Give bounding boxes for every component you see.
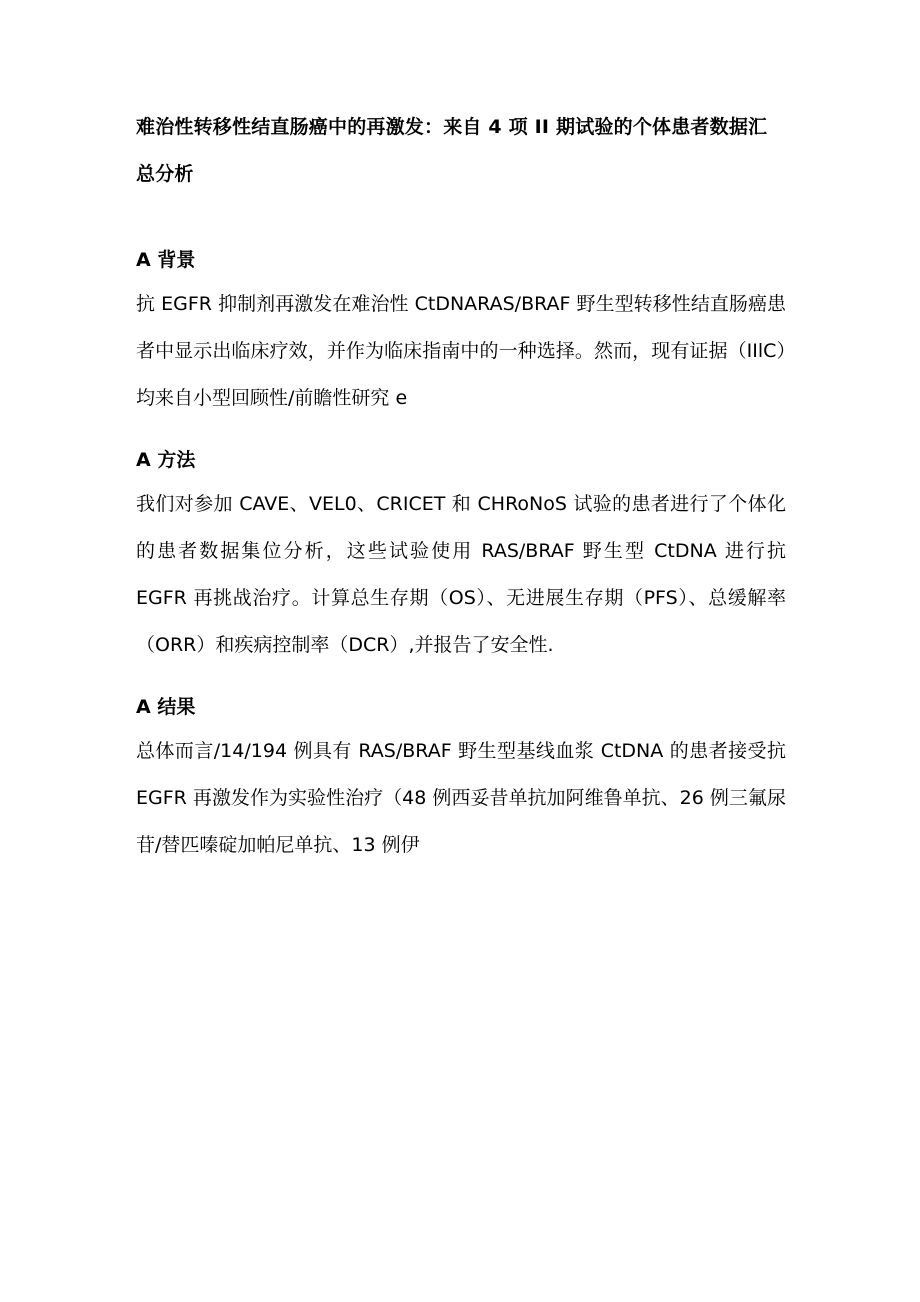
document-content <box>136 104 786 869</box>
document-title: 难治性转移性结直肠癌中的再激发：来自 4 项 II 期试验的个体患者数据汇总分析 <box>136 116 768 185</box>
section-results <box>136 692 786 869</box>
section-methods <box>136 445 786 669</box>
section-body-background: 抗 EGFR 抑制剂再激发在难治性 CtDNARAS/BRAF 野生型转移性结直肠癌患者中显示出临床疗效，并作为临床指南中的一种选择。然而，现有证据（IIlC）均来自小型回顾性/前瞻性研究 e <box>136 293 786 409</box>
section-body-methods: 我们对参加 CAVE、VEL0、CRICET 和 CHRoNoS 试验的患者进行了个体化的患者数据集位分析，这些试验使用 RAS/BRAF 野生型 CtDNA 进行抗 EGFR 再挑战治疗。计算总生存期（OS）、无进展生存期（PFS）、总缓解率（ORR）和疾病控制率（DCR）,并报告了安全性. <box>136 493 786 656</box>
section-body-results: 总体而言/14/194 例具有 RAS/BRAF 野生型基线血浆 CtDNA 的患者接受抗 EGFR 再激发作为实验性治疗（48 例西妥昔单抗加阿维鲁单抗、26 例三氟尿苷/替匹嗪碇加帕尼单抗、13 例伊 <box>136 740 786 856</box>
section-heading-results: A 结果 <box>136 696 196 718</box>
section-heading-methods: A 方法 <box>136 449 196 471</box>
section-background <box>136 245 786 422</box>
section-heading-background: A 背景 <box>136 249 196 271</box>
